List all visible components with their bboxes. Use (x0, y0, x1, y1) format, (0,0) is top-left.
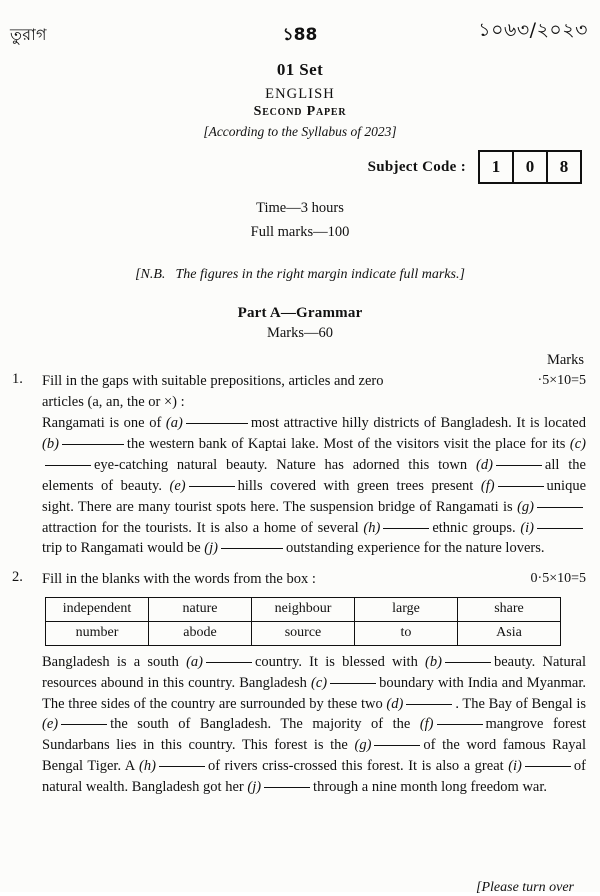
gap-label: (a) (165, 415, 183, 432)
turn-over-note: [Please turn over (476, 880, 574, 895)
word-box-cell: nature (149, 597, 252, 621)
nb-note (0, 267, 600, 283)
subject-code-row (0, 150, 600, 184)
question-2-number: 2. (12, 569, 23, 586)
question-1 (0, 371, 600, 559)
exam-full-marks: Full marks—100 (250, 224, 350, 240)
question-2 (0, 569, 600, 798)
question-1-stem (42, 371, 586, 412)
exam-time: Time—3 hours (256, 200, 344, 216)
nb-tag: [N.B. (135, 267, 166, 282)
answer-blank[interactable] (525, 766, 571, 767)
header-paper-number: ১88 (282, 25, 318, 45)
set-label: 01 Set (276, 60, 324, 79)
subject-code-digit: 8 (559, 157, 569, 176)
word-box-cell: source (252, 621, 355, 645)
word-box-body (46, 597, 561, 645)
subject-subtitle: Second Paper (253, 104, 347, 119)
subject-code-digit: 1 (480, 152, 514, 182)
header-bengali-left: তুরাগ (10, 25, 47, 44)
answer-blank[interactable] (264, 787, 310, 788)
gap-label: (i) (508, 758, 522, 775)
gap-label: (i) (520, 519, 535, 536)
gap-label: (c) (569, 436, 586, 453)
word-box-row (46, 597, 561, 621)
answer-blank[interactable] (61, 724, 107, 725)
word-box-cell: number (46, 621, 149, 645)
answer-blank[interactable] (186, 423, 248, 424)
question-1-marks: ·5×10=5 (537, 373, 586, 388)
subject-code-label: Subject Code : (367, 158, 466, 175)
word-box-table (45, 597, 561, 646)
gap-label: (c) (310, 674, 328, 691)
gap-label: (f) (419, 716, 434, 733)
answer-blank[interactable] (221, 548, 283, 549)
answer-blank[interactable] (62, 444, 124, 445)
answer-blank[interactable] (189, 486, 235, 487)
answer-blank[interactable] (445, 662, 491, 663)
word-box-row (46, 621, 561, 645)
gap-label: (e) (169, 477, 186, 494)
answer-blank[interactable] (330, 683, 376, 684)
page-header-row (0, 0, 600, 58)
answer-blank[interactable] (383, 528, 429, 529)
question-2-stem-text: Fill in the blanks with the words from the box : (42, 571, 316, 588)
nb-text: The figures in the right margin indicate full marks.] (175, 267, 465, 282)
subject-title: ENGLISH (265, 86, 335, 102)
answer-blank[interactable] (437, 724, 483, 725)
gap-label: (j) (247, 779, 262, 796)
question-1-stem-line-1: Fill in the gaps with suitable prepositions, articles and zero (42, 373, 384, 389)
word-box-cell: Asia (458, 621, 561, 645)
marks-column-heading: Marks (546, 352, 584, 368)
part-marks: Marks—60 (266, 325, 334, 341)
word-box-cell: large (355, 597, 458, 621)
answer-blank[interactable] (537, 507, 583, 508)
gap-label: (h) (139, 758, 156, 775)
word-box-cell: share (458, 597, 561, 621)
gap-label: (j) (204, 540, 218, 557)
gap-label: (f) (480, 477, 495, 494)
word-box-cell: neighbour (252, 597, 355, 621)
subject-code-boxes (478, 150, 582, 184)
gap-label: (b) (425, 653, 442, 670)
answer-blank[interactable] (496, 465, 542, 466)
question-1-passage: Rangamati is one of (a) most attractive hilly districts of Bangladesh. It is located (b) the western bank of Kaptai lake. Most of the visitors visit the place for its (c)eye-catching natural beauty. Nature has adorned this town (d) all the elements of beauty. (e) hills covered with green trees present (f) unique sight. There are many tourist spots here. The suspension bridge of Rangamati is (g)attraction for the tourists. It is also a home of several (h) ethnic groups. (i)trip to Rangamati would be (j) outstanding experience for the nature lovers. (42, 415, 587, 557)
question-2-passage: Bangladesh is a south (a) country. It is blessed with (b) beauty. Natural resources abound in this country. Bangladesh (c) boundary with India and Myanmar. The three sides of the country are surrounded by these two (d) . The Bay of Bengal is (e) the south of Bangladesh. The majority of the (f) mangrove forest Sundarbans lies in this country. This forest is the (g) of the word famous Rayal Bengal Tiger. A (h) of rivers criss-crossed this forest. It is also a great (i) of natural wealth. Bangladesh got her (j) through a nine month long freedom war. (42, 653, 587, 796)
question-1-number: 1. (12, 371, 23, 387)
answer-blank[interactable] (406, 704, 452, 705)
answer-blank[interactable] (45, 465, 91, 466)
question-1-stem-line-2: articles (a, an, the or ×) : (42, 393, 185, 410)
gap-label: (d) (386, 695, 404, 712)
gap-label: (d) (476, 456, 493, 473)
answer-blank[interactable] (206, 662, 252, 663)
syllabus-note: [According to the Syllabus of 2023] (203, 124, 397, 139)
answer-blank[interactable] (374, 745, 420, 746)
gap-label: (g) (354, 737, 372, 754)
gap-label: (h) (363, 519, 381, 536)
question-2-stem (42, 569, 586, 590)
header-bengali-code-right: ১০৬৩/২০২৩ (478, 19, 588, 41)
word-box-cell: to (355, 621, 458, 645)
answer-blank[interactable] (537, 528, 583, 529)
word-box-cell: independent (46, 597, 149, 621)
subject-code-digit: 0 (514, 152, 548, 182)
gap-label: (g) (517, 498, 534, 515)
gap-label: (a) (186, 653, 203, 670)
gap-label: (e) (42, 716, 59, 733)
answer-blank[interactable] (159, 766, 205, 767)
part-title: Part A—Grammar (237, 305, 363, 321)
answer-blank[interactable] (498, 486, 544, 487)
question-2-marks: 0·5×10=5 (530, 571, 586, 587)
gap-label: (b) (42, 436, 59, 453)
word-box-cell: abode (149, 621, 252, 645)
